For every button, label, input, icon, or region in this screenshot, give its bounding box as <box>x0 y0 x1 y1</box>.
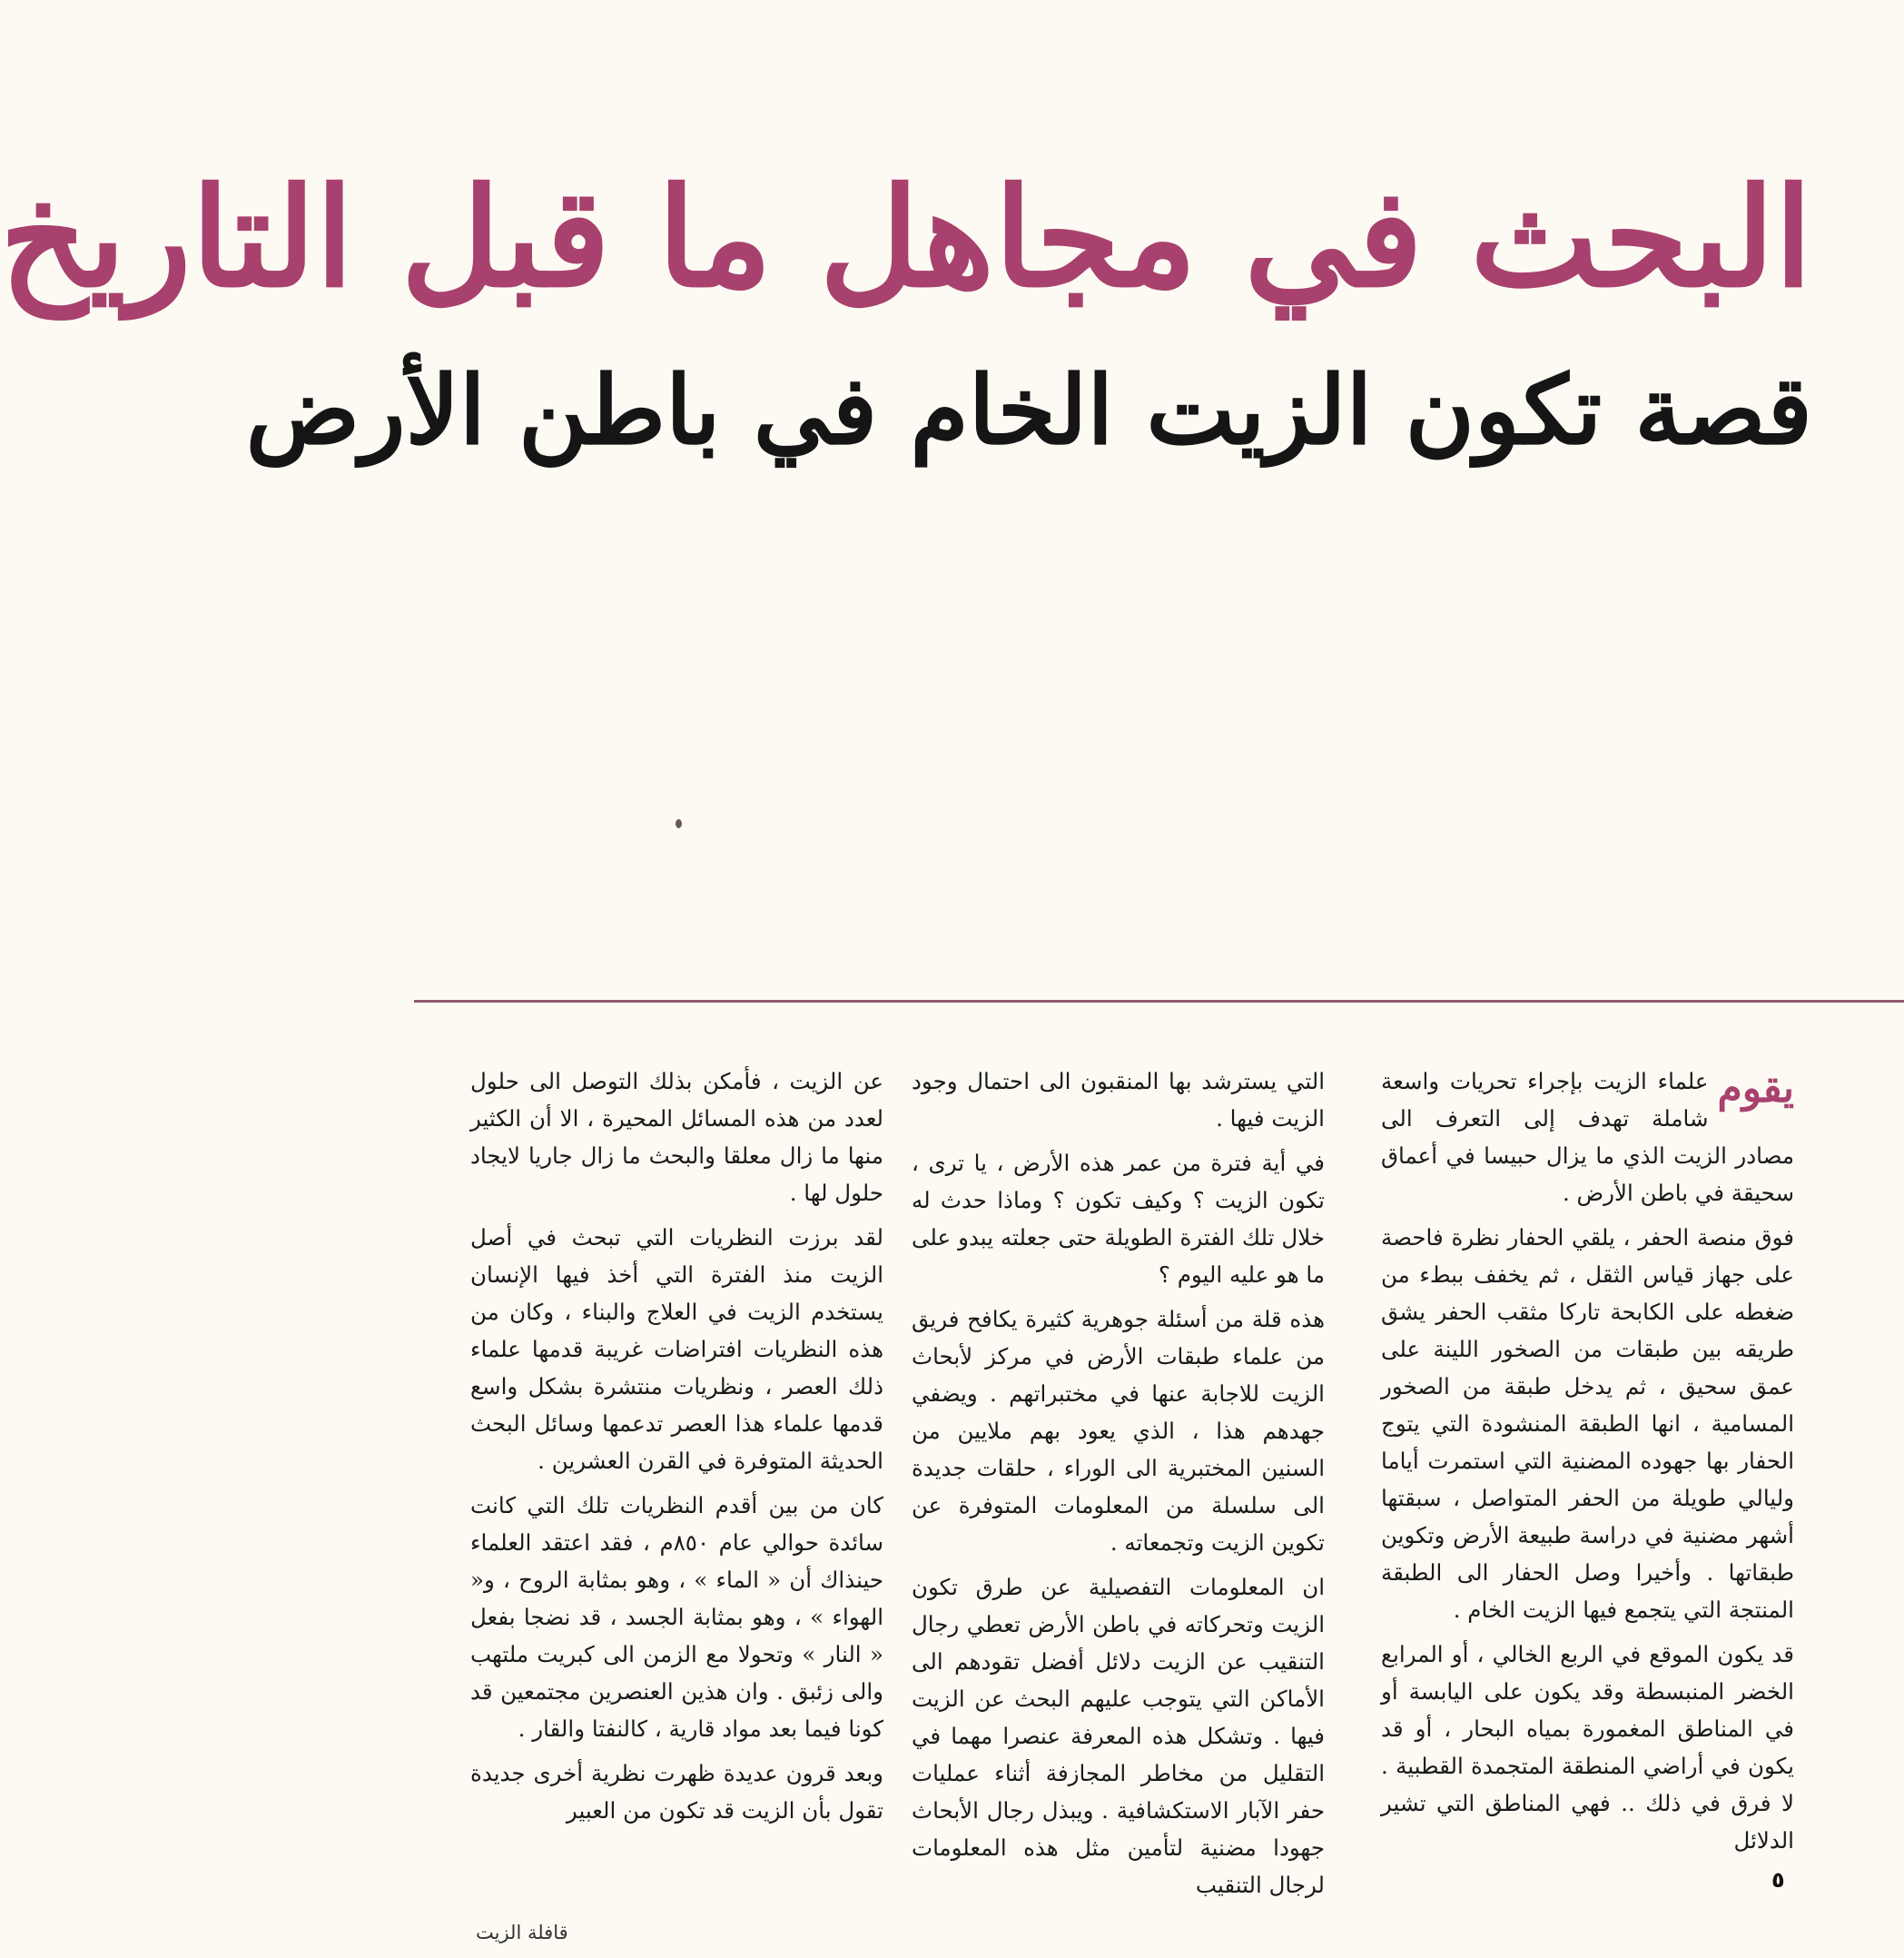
article-subtitle: قصة تكون الزيت الخام في باطن الأرض <box>245 354 1812 466</box>
paragraph: كان من بين أقدم النظريات تلك التي كانت سائدة حوالي عام ٨٥٠م ، فقد اعتقد العلماء حينذاك أن « الماء » ، وهو بمثابة الروح ، و« الهواء » ، وهو بمثابة الجسد ، قد نضجا بفعل « النار » وتحولا مع الزمن الى كبريت ملتهب والى زئبق . وان هذين العنصرين مجتمعين قد كونا فيما بعد مواد قارية ، كالنفتا والقار . <box>470 1492 884 1742</box>
paragraph: وبعد قرون عديدة ظهرت نظرية أخرى جديدة تقول بأن الزيت قد تكون من العبير <box>470 1760 883 1824</box>
article-title: البحث في مجاهل ما قبل التاريخ <box>0 158 1812 318</box>
paragraph: عن الزيت ، فأمكن بذلك التوصل الى حلول لعدد من هذه المسائل المحيرة ، الا أن الكثير منها ما زال معلقا والبحث ما زال جاريا لايجاد حلول لها . <box>470 1068 883 1206</box>
text-column-1 <box>1381 1063 1794 1854</box>
paragraph: ان المعلومات التفصيلية عن طرق تكون الزيت وتحركاته في باطن الأرض تعطي رجال التنقيب عن الزيت دلائل أفضل تقودهم الى الأماكن التي يتوجب عليهم البحث عن الزيت فيها . وتشكل هذه المعرفة عنصرا مهما في التقليل من مخاطر المجازفة أثناء عمليات حفر الآبار الاستكشافية . ويبذل رجال الأبحاث جهودا مضنية لتأمين مثل هذه المعلومات لرجال التنقيب <box>912 1574 1325 1898</box>
paragraph: قد يكون الموقع في الربع الخالي ، أو المرابع الخضر المنبسطة وقد يكون على اليابسة أو في المناطق المغمورة بمياه البحار ، أو قد يكون في أراضي المنطقة المتجمدة القطبية . لا فرق في ذلك .. فهي المناطق التي تشير الدلائل <box>1381 1641 1794 1854</box>
paragraph: في أية فترة من عمر هذه الأرض ، يا ترى ، تكون الزيت ؟ وكيف تكون ؟ وماذا حدث له خلال تلك الفترة الطويلة حتى جعلته يبدو على ما هو عليه اليوم ؟ <box>912 1150 1325 1288</box>
magazine-name: قافلة الزيت <box>476 1922 568 1943</box>
page-number: ٥ <box>1771 1867 1785 1893</box>
paragraph: لقد برزت النظريات التي تبحث في أصل الزيت منذ الفترة التي أخذ فيها الإنسان يستخدم الزيت في العلاج والبناء ، وكان من هذه النظريات افتراضات غريبة قدمها علماء ذلك العصر ، ونظريات منتشرة بشكل واسع قدمها علماء هذا العصر تدعمها وسائل البحث الحديثة المتوفرة في القرن العشرين . <box>470 1224 883 1474</box>
drop-word: يقوم <box>1717 1065 1794 1112</box>
text-column-3 <box>470 1063 883 1834</box>
paragraph: هذه قلة من أسئلة جوهرية كثيرة يكافح فريق من علماء طبقات الأرض في مركز لأبحاث الزيت للاجابة عنها في مختبراتهم . ويضفي جهدهم هذا ، الذي يعود بهم ملايين من السنين المختبرية الى الوراء ، حلقات جديدة الى سلسلة من المعلومات المتوفرة عن تكوين الزيت وتجمعاته . <box>912 1306 1325 1556</box>
section-divider <box>414 1000 1904 1003</box>
paragraph: التي يسترشد بها المنقبون الى احتمال وجود الزيت فيها . <box>912 1068 1325 1132</box>
text-column-2 <box>912 1063 1325 1898</box>
paragraph: فوق منصة الحفر ، يلقي الحفار نظرة فاحصة على جهاز قياس الثقل ، ثم يخفف ببطء من ضغطه على الكابحة تاركا مثقب الحفر يشق طريقه بين طبقات من الصخور اللينة على عمق سحيق ، ثم يدخل طبقة من الصخور المسامية ، انها الطبقة المنشودة التي يتوج الحفار بها جهوده المضنية التي استمرت أياما وليالي طويلة من الحفر المتواصل ، سبقتها أشهر مضنية في دراسة طبيعة الأرض وتكوين طبقاتها . وأخيرا وصل الحفار الى الطبقة المنتجة التي يتجمع فيها الزيت الخام . <box>1381 1224 1794 1623</box>
paragraph: يقوم علماء الزيت بإجراء تحريات واسعة شاملة تهدف إلى التعرف الى مصادر الزيت الذي ما يزال حبيسا في أعماق سحيقة في باطن الأرض . <box>1381 1063 1794 1211</box>
ink-dot <box>676 819 682 828</box>
